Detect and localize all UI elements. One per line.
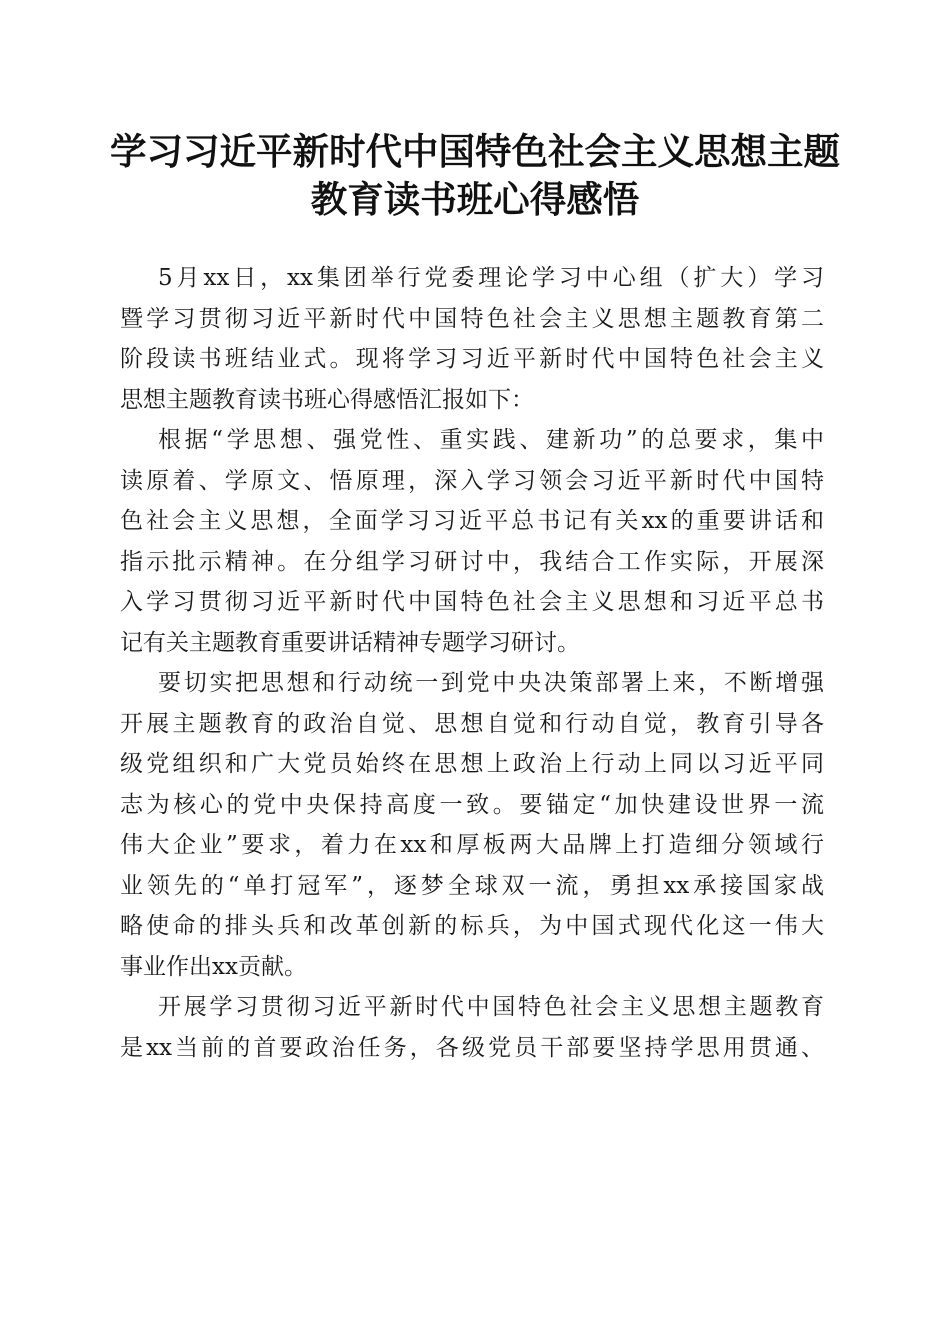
- paragraph-line: 指示批示精神。在分组学习研讨中，我结合工作实际，开展深: [120, 548, 824, 575]
- paragraph-line: 是xx当前的首要政治任务，各级党员干部要坚持学思用贯通、: [120, 1034, 824, 1061]
- paragraph-line: 开展主题教育的政治自觉、思想自觉和行动自觉，教育引导各: [120, 710, 824, 737]
- title-line-1: 学习习近平新时代中国特色社会主义思想主题: [110, 130, 840, 173]
- paragraph-line: 伟大企业”要求，着力在xx和厚板两大品牌上打造细分领域行: [120, 832, 824, 858]
- paragraph-line: 入学习贯彻习近平新时代中国特色社会主义思想和习近平总书: [120, 589, 824, 615]
- document-body: [120, 258, 824, 1068]
- paragraph-line: 阶段读书班结业式。现将学习习近平新时代中国特色社会主义: [120, 346, 824, 372]
- paragraph-line: 事业作出xx贡献。: [120, 953, 307, 980]
- paragraph-line: 读原着、学原文、悟原理，深入学习领会习近平新时代中国特: [120, 467, 824, 494]
- paragraph-1: [120, 258, 824, 420]
- paragraph-3: [120, 663, 824, 987]
- paragraph-line: 要切实把思想和行动统一到党中央决策部署上来，不断增强: [158, 670, 824, 696]
- title-line-2: 教育读书班心得感悟: [310, 178, 640, 221]
- paragraph-line: 色社会主义思想，全面学习习近平总书记有关xx的重要讲话和: [120, 508, 824, 534]
- paragraph-line: 略使命的排头兵和改革创新的标兵，为中国式现代化这一伟大: [120, 913, 824, 939]
- paragraph-line: 思想主题教育读书班心得感悟汇报如下：: [120, 386, 534, 413]
- paragraph-line: 根据“学思想、强党性、重实践、建新功”的总要求，集中: [158, 427, 824, 453]
- paragraph-line: 开展学习贯彻习近平新时代中国特色社会主义思想主题教育: [158, 994, 824, 1020]
- document-title: [100, 128, 850, 224]
- paragraph-line: 级党组织和广大党员始终在思想上政治上行动上同以习近平同: [120, 751, 824, 777]
- paragraph-4: [120, 987, 824, 1068]
- paragraph-line: 5月xx日，xx集团举行党委理论学习中心组（扩大）学习: [158, 265, 824, 291]
- paragraph-line: 志为核心的党中央保持高度一致。要锚定“加快建设世界一流: [120, 791, 824, 818]
- paragraph-2: [120, 420, 824, 663]
- paragraph-line: 暨学习贯彻习近平新时代中国特色社会主义思想主题教育第二: [120, 305, 824, 332]
- paragraph-line: 业领先的“单打冠军”，逐梦全球双一流，勇担xx承接国家战: [120, 872, 824, 899]
- paragraph-line: 记有关主题教育重要讲话精神专题学习研讨。: [120, 629, 580, 656]
